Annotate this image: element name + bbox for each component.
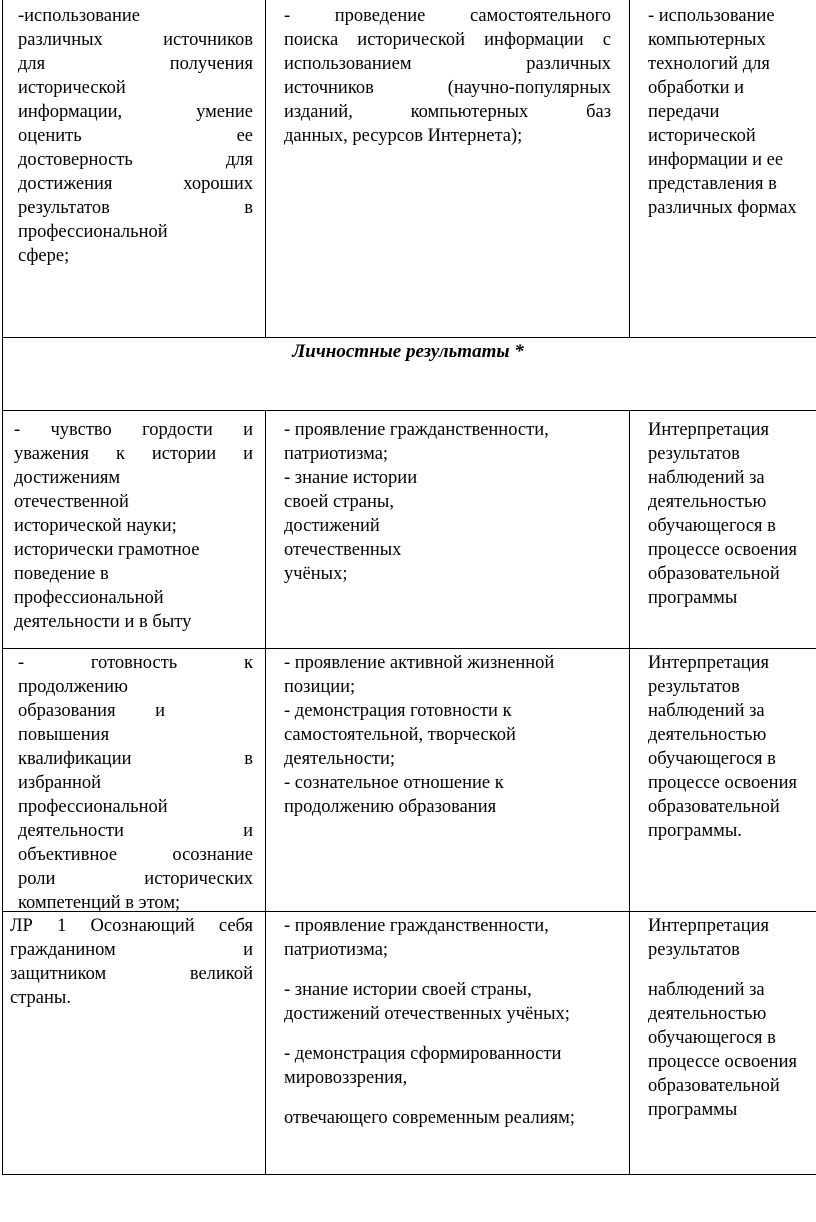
text-line: наблюдений за	[648, 701, 765, 721]
text-line: учёных;	[284, 564, 348, 584]
text-line: профессиональной	[14, 588, 164, 608]
text-line: результатов	[648, 677, 740, 697]
text-line: достижений	[284, 516, 380, 536]
text-line: позиции;	[284, 677, 356, 697]
text-line: - знание истории своей страны,	[284, 980, 532, 1000]
row2-col1-cell	[14, 418, 253, 634]
text-line: деятельностью	[648, 1004, 767, 1024]
row1-col1-cell	[18, 4, 253, 268]
row1-col3-cell	[648, 4, 816, 220]
row2-col2-cell	[284, 418, 611, 586]
text-line: -использование	[18, 6, 141, 26]
text-line: Интерпретация	[648, 653, 769, 673]
text-line: мировоззрения,	[284, 1068, 408, 1088]
text-line: уважения к истории и	[14, 444, 253, 464]
text-line: объективное осознание	[18, 845, 253, 865]
row3-col2-cell	[284, 651, 611, 819]
text-line: различных источников	[18, 30, 253, 50]
text-line: компетенций в этом;	[18, 893, 181, 913]
column-divider-2	[629, 410, 630, 1175]
text-line: результатов	[648, 444, 740, 464]
text-line: продолжению образования	[284, 797, 497, 817]
text-line: представления в	[648, 174, 777, 194]
row-divider	[2, 648, 816, 649]
text-line: изданий, компьютерных баз	[284, 102, 611, 122]
text-line: наблюдений за	[648, 468, 765, 488]
row1-col2-cell	[284, 4, 611, 148]
text-line: исторической	[18, 78, 126, 98]
text-line: процессе освоения	[648, 1052, 797, 1072]
text-line: достижений отечественных учёных;	[284, 1004, 570, 1024]
text-line: использованием различных	[284, 54, 611, 74]
text-line: образовательной	[648, 564, 780, 584]
column-divider-1	[265, 0, 266, 338]
text-line: поиска исторической информации с	[284, 30, 611, 50]
text-line: обучающегося в	[648, 749, 776, 769]
text-line: исторически грамотное	[14, 540, 200, 560]
text-line: патриотизма;	[284, 444, 389, 464]
text-line: обучающегося в	[648, 1028, 776, 1048]
table-border-left	[2, 0, 3, 1175]
text-line: обработки и	[648, 78, 745, 98]
text-line: источников (научно-популярных	[284, 78, 611, 98]
text-line: профессиональной	[18, 797, 168, 817]
text-line: избранной	[18, 773, 102, 793]
text-line: наблюдений за	[648, 980, 765, 1000]
text-line: отечественной	[14, 492, 129, 512]
text-line: - чувство гордости и	[14, 420, 253, 440]
text-line: обучающегося в	[648, 516, 776, 536]
text-line: программы	[648, 588, 738, 608]
text-line: деятельности;	[284, 749, 396, 769]
text-line: исторической науки;	[14, 516, 177, 536]
text-line: Интерпретация	[648, 420, 769, 440]
text-line: защитником великой	[10, 964, 253, 984]
text-line: данных, ресурсов Интернета);	[284, 126, 523, 146]
row4-col2-cell	[284, 914, 614, 1130]
text-line: - проявление гражданственности,	[284, 916, 549, 936]
row4-col3-cell	[648, 914, 816, 1122]
text-line: отечественных	[284, 540, 402, 560]
row-divider	[2, 410, 816, 411]
text-line: гражданином и	[10, 940, 253, 960]
text-line: результатов в	[18, 198, 253, 218]
text-line: - проявление активной жизненной	[284, 653, 555, 673]
text-line: - знание истории	[284, 468, 418, 488]
text-line: результатов	[648, 940, 740, 960]
text-line: страны.	[10, 988, 71, 1008]
text-line: - готовность к	[18, 653, 253, 673]
text-line: процессе освоения	[648, 773, 797, 793]
text-line: Интерпретация	[648, 916, 769, 936]
text-line: самостоятельной, творческой	[284, 725, 516, 745]
text-line: деятельностью	[648, 725, 767, 745]
text-line: поведение в	[14, 564, 109, 584]
row2-col3-cell	[648, 418, 816, 610]
column-divider-1	[265, 410, 266, 1175]
row3-col3-cell	[648, 651, 816, 843]
row4-col1-cell	[10, 914, 253, 1010]
text-line: процессе освоения	[648, 540, 797, 560]
text-line: передачи	[648, 102, 720, 122]
text-line: исторической	[648, 126, 756, 146]
text-line: деятельности и	[18, 821, 253, 841]
row3-col1-cell	[18, 651, 253, 915]
text-line: для получения	[18, 54, 253, 74]
text-line: - демонстрация готовности к	[284, 701, 512, 721]
text-line: - использование	[648, 6, 775, 26]
text-line: деятельности и в быту	[14, 612, 192, 632]
text-line: своей страны,	[284, 492, 394, 512]
text-line: достижения хороших	[18, 174, 253, 194]
text-line: патриотизма;	[284, 940, 389, 960]
text-line: отвечающего современным реалиям;	[284, 1108, 575, 1128]
text-line: - демонстрация сформированности	[284, 1044, 562, 1064]
text-line: - сознательное отношение к	[284, 773, 504, 793]
column-divider-2	[629, 0, 630, 338]
text-line: - проведение самостоятельного	[284, 6, 611, 26]
text-line: программы.	[648, 821, 742, 841]
text-line: квалификации в	[18, 749, 253, 769]
text-line: образования и	[18, 701, 165, 721]
text-line: повышения	[18, 725, 110, 745]
row-divider	[2, 337, 816, 338]
text-line: сфере;	[18, 246, 70, 266]
text-line: информации, умение	[18, 102, 253, 122]
text-line: роли исторических	[18, 869, 253, 889]
text-line: продолжению	[18, 677, 128, 697]
text-line: профессиональной	[18, 222, 168, 242]
text-line: достижениям	[14, 468, 121, 488]
text-line: программы	[648, 1100, 738, 1120]
text-line: образовательной	[648, 1076, 780, 1096]
text-line: различных формах	[648, 198, 797, 218]
text-line: образовательной	[648, 797, 780, 817]
table-border-bottom	[2, 1174, 816, 1175]
section-heading: Личностные результаты *	[292, 341, 524, 362]
text-line: информации и ее	[648, 150, 784, 170]
text-line: компьютерных	[648, 30, 766, 50]
text-line: деятельностью	[648, 492, 767, 512]
text-line: оценить ее	[18, 126, 253, 146]
text-line: - проявление гражданственности,	[284, 420, 549, 440]
text-line: ЛР 1 Осознающий себя	[10, 916, 253, 936]
text-line: достоверность для	[18, 150, 253, 170]
text-line: технологий для	[648, 54, 770, 74]
